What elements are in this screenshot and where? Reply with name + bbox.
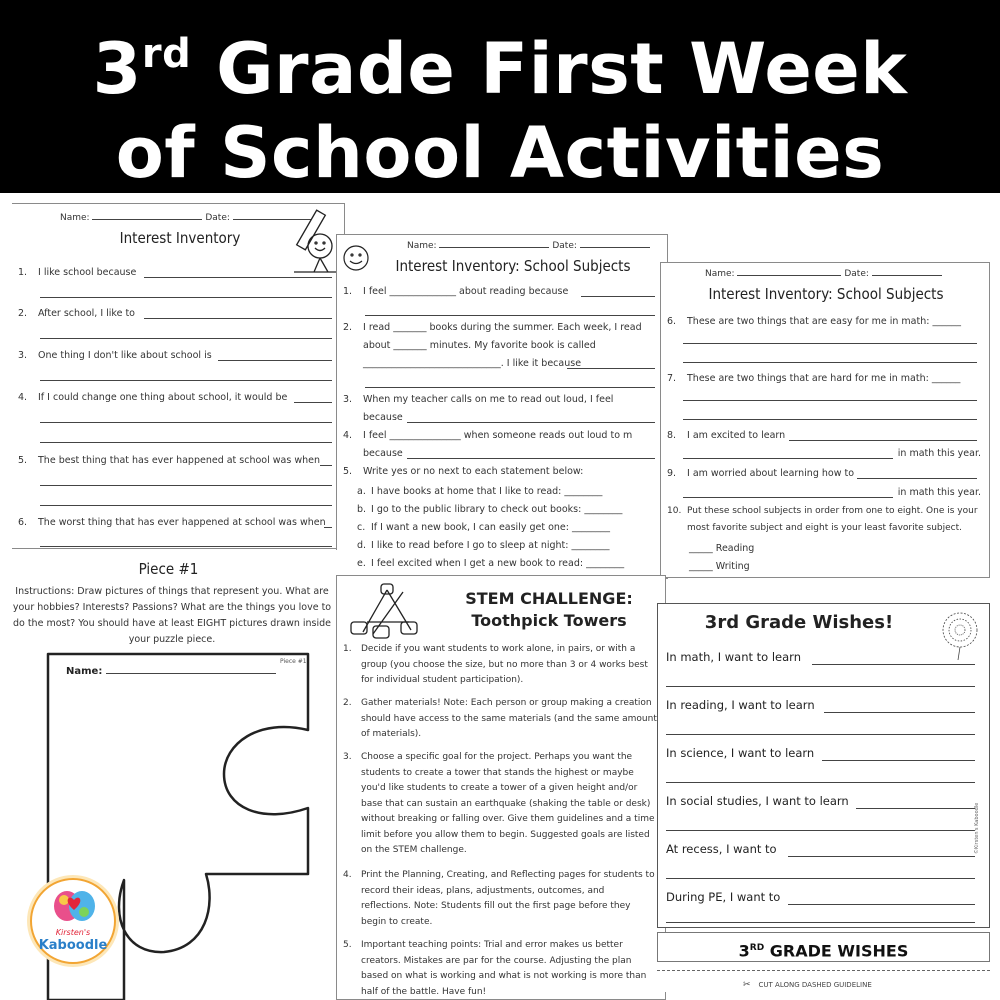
grade-wishes-sheet <box>657 603 990 928</box>
wish-math: In math, I want to learn <box>666 650 801 664</box>
question-8: 8. I am excited to learn <box>667 430 786 441</box>
puzzle-name-field: Name: <box>66 666 276 677</box>
name-date-row: Name: Date: <box>407 241 650 251</box>
reading-inventory-sheet: Name: Date: Interest Inventory: School Subjects 1. I feel ______________ about reading because 2. I read _______ books during the summer. Each week, I read about _______ minutes. My favorite book is called _____________________________. I like it because 3. When my teacher calls on me to read out loud, I feel because 4. I feel _______________ when someone reads out loud to m because 5. Write yes or no next to each statement below: a. I have books at home that I like to read: ________ b. I go to the public library to check out books: ________ c. If I want a new book, I can easily get one: ________ d. I like to read before I go to sleep at night: ________ e. I feel excited when I get a new book to read: ________ <box>336 234 668 579</box>
question-1: 1. I like school because <box>18 267 137 278</box>
question-2: 2. After school, I like to <box>18 308 135 319</box>
wish-social-studies: In social studies, I want to learn <box>666 794 849 808</box>
interest-inventory-sheet <box>12 203 345 549</box>
puzzle-piece-sheet <box>0 550 337 1000</box>
sheet-title: Interest Inventory: School Subjects <box>395 257 631 275</box>
question-4: 4. If I could change one thing about school, it would be <box>18 392 288 403</box>
question-5: 5. The best thing that has ever happened at school was when <box>18 455 320 466</box>
question-3: 3. When my teacher calls on me to read out loud, I feel <box>343 394 614 405</box>
statement-d: d. I like to read before I go to sleep at night: ________ <box>357 540 610 551</box>
sheet-title: Interest Inventory <box>119 229 241 247</box>
dandelion-icon <box>934 608 984 660</box>
scissors-icon: ✂ <box>743 980 751 990</box>
stem-step-5: 5. Important teaching points: Trial and error makes us better creators. Mistakes are par for the course. Adjusting the plan based on what is working and what is not working is more than half of the battle. Have fun! <box>343 940 647 997</box>
statement-a: a. I have books at home that I like to read: ________ <box>357 486 603 497</box>
side-credit: ©Kirsten's Kaboodle <box>974 802 980 854</box>
toothpick-marshmallow-icon <box>343 582 433 640</box>
question-4: 4. I feel _______________ when someone reads out loud to m <box>343 430 633 441</box>
question-3: 3. One thing I don't like about school is <box>18 350 212 361</box>
puzzle-instructions: Instructions: Draw pictures of things that represent you. What are your hobbies? Interests? Passions? What are the things you love to do the most? You should have at least EIGHT pictures drawn inside your puzzle piece. <box>12 586 332 645</box>
wishes-strip-title: 3RD GRADE WISHES <box>657 932 990 962</box>
statement-e: e. I feel excited when I get a new book to read: ________ <box>357 558 625 569</box>
dashed-guideline <box>657 970 990 971</box>
wish-pe: During PE, I want to <box>666 890 781 904</box>
stem-step-4: 4. Print the Planning, Creating, and Reflecting pages for students to record their ideas, plans, adjustments, outcomes, and reflections. Note: Students fill out the first page before they begin to create. <box>343 870 655 927</box>
piece-tag: Piece #1 <box>280 658 307 665</box>
title-banner <box>0 0 1000 193</box>
question-5: 5. Write yes or no next to each statement below: <box>343 466 584 477</box>
subject-reading: _____ Reading <box>689 543 755 554</box>
question-9: 9. I am worried about learning how to <box>667 468 855 479</box>
stem-title: STEM CHALLENGE: Toothpick Towers <box>465 589 633 630</box>
stem-step-1: 1. Decide if you want students to work alone, in pairs, or with a group (you choose the size, but no more than 3 or 4 works best for individual student participation). <box>343 644 648 685</box>
statement-c: c. If I want a new book, I can easily get one: ________ <box>357 522 610 533</box>
question-6: 6. The worst thing that has ever happened at school was when <box>18 517 326 528</box>
question-7: 7. These are two things that are hard for me in math: ______ <box>667 373 961 384</box>
statement-b: b. I go to the public library to check out books: ________ <box>357 504 623 515</box>
stem-step-3: 3. Choose a specific goal for the project. Perhaps you want the students to create a tower that stands the highest or maybe you'd like students to create a tower of a given height and/or base that can sustain an earthquake (shaking the table or desk) without breaking or falling over. Give them guidelines and a time limit before you allow them to begin. Suggested goals are listed on the STEM challenge. <box>343 752 655 855</box>
cut-label: ✂ CUT ALONG DASHED GUIDELINE <box>743 980 872 990</box>
question-2: 2. I read _______ books during the summer. Each week, I read <box>343 322 642 333</box>
wishes-title: 3rd Grade Wishes! <box>704 612 894 633</box>
question-6: 6. These are two things that are easy for me in math: ______ <box>667 316 961 327</box>
page-title: 3rd Grade First Week of School Activities <box>92 28 908 194</box>
question-10: 10. Put these school subjects in order from one to eight. One is your <box>667 506 978 516</box>
kirstens-kaboodle-logo: Kirsten's Kaboodle <box>30 878 116 964</box>
wish-science: In science, I want to learn <box>666 746 815 760</box>
stem-challenge-sheet <box>336 575 666 1000</box>
wish-recess: At recess, I want to <box>666 842 777 856</box>
name-date-row: Name: Date: <box>60 213 311 223</box>
puzzle-title: Piece #1 <box>138 560 199 578</box>
stem-step-2: 2. Gather materials! Note: Each person or group making a creation should have access to the same materials (and the same amount of materials). <box>343 698 657 739</box>
math-inventory-sheet: Name: Date: Interest Inventory: School Subjects 6. These are two things that are easy for me in math: ______ 7. These are two things that are hard for me in math: ______ 8. I am excited to learn in math this year. 9. I am worried about learning how to in math this year. 10. Put these school subjects in order from one to eight. One is your most favorite subject and eight is your least favorite subject. _____ Reading _____ Writing <box>660 262 990 578</box>
wish-reading: In reading, I want to learn <box>666 698 815 712</box>
grade-wishes-strip <box>657 932 990 992</box>
name-date-row: Name: Date: <box>705 269 942 279</box>
question-1: 1. I feel ______________ about reading because <box>343 286 569 297</box>
brain-heart-icon <box>52 886 98 926</box>
subject-writing: _____ Writing <box>689 561 750 572</box>
sheet-title: Interest Inventory: School Subjects <box>708 285 944 303</box>
